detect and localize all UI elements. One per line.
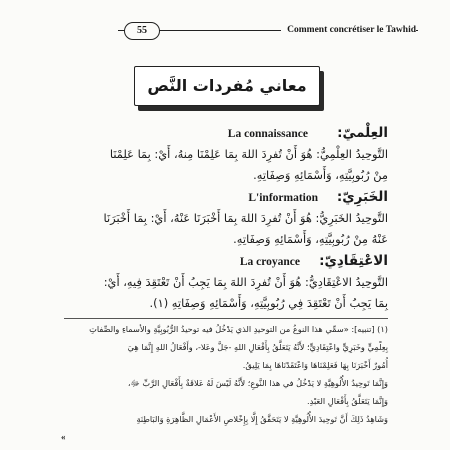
footnote-line: وَشَاهِدُ ذَلِكَ أَنَّ تَوحِيدَ الأُلُوهِيَّةِ لا يَتَحَقَّقُ إِلَّا بِإِخْلاصِ الأَعْمَالِ الظَّاهِرَةِ وَالبَاطِنَةِ xyxy=(136,414,388,424)
term-arabic: الخَبَرِيّ: xyxy=(336,189,388,205)
footnote-line: أُمُورٌ أَخْبَرَنَا بِهَا فَعَلِمْنَاهَا وَاعْتَقَدْنَاهَا بِمَا يَلِيقُ. xyxy=(242,360,388,370)
body-line: بِمَا يَجِبُ أَنْ تَعْتَقِدَ فِي رُبُوبِيَّتِهِ، وَأَسْمَائِهِ وَصِفَاتِهِ (١). xyxy=(149,296,388,310)
term-arabic: العِلْميّ: xyxy=(337,125,388,141)
body-line: مِنْ رُبُوبِيَّتِهِ، وَأَسْمَائِهِ وَصِفَاتِهِ. xyxy=(253,168,388,182)
term-heading-3 xyxy=(158,253,388,273)
footnote-continuation-mark: « xyxy=(61,432,66,442)
body-line: عَنْهُ مِنْ رُبُوبِيَّتِهِ، وَأَسْمَائِهِ وَصِفَاتِهِ. xyxy=(233,232,388,246)
term-french: L'information xyxy=(248,192,318,204)
running-title: Comment concrétiser le Tawhid xyxy=(281,22,416,38)
body-line: التَّوحِيدُ العِلْمِيُّ: هُوَ أَنْ تُفرِدَ اللهَ بِمَا عَلِمْنَا مِنهُ، أَيْ: بِمَا عَلِمْنَا xyxy=(109,147,388,161)
page-number: 55 xyxy=(124,22,160,40)
footnote-line: وَإِنَّمَا تَوحِيدُ الأُلُوهِيَّةِ لا يَدْخُلُ في هذا النَّوعِ؛ لأَنَّهُ لَيْسَ لَهُ عَلاقَةٌ بِأَفْعَالِ الرَّبِّ ﷻ، xyxy=(127,378,388,388)
footnote-line: وَإِنَّمَا يَتَعَلَّقُ بِأَفْعَالِ العَبْدِ. xyxy=(307,396,388,406)
page-header xyxy=(118,21,418,41)
body-line: التَّوحِيدُ الخَبَرِيُّ: هُوَ أَنْ تُفرِدَ اللهَ بِمَا أَخْبَرَنَا عَنْهُ، أَيْ: بِمَا أَخْبَرَنَا xyxy=(103,211,388,225)
section-title: معاني مُفردات النَّص xyxy=(134,66,320,106)
term-heading-2 xyxy=(158,189,388,209)
term-french: La connaissance xyxy=(227,128,308,140)
term-french: La croyance xyxy=(239,256,300,268)
body-line: التَّوحِيدُ الاعْتِقَادِيُّ: هُوَ أَنْ تُفرِدَ اللهَ بِمَا يَجِبُ أَنْ تَعْتَقِدَ فِيهِ، أَيْ: xyxy=(103,275,388,289)
term-arabic: الاعْتِقَادِيّ: xyxy=(319,253,388,269)
term-heading-1 xyxy=(158,125,388,145)
section-title-box xyxy=(134,66,322,108)
footnote-rule xyxy=(64,318,388,319)
footnote-line: (١) [تنبيه]: «سمِّي هذا النوعُ من التوحيدِ الذي يَدْخُلُ فيه توحيدُ الرُّبُوبِيَّةِ والأسماءِ والصِّفاتِ xyxy=(89,324,388,334)
footnote-line: بِعِلْمِيٍّ وخَبَرِيٍّ واعْتِقَادِيٍّ؛ لأَنَّهُ يَتَعَلَّقُ بِأَفْعَالِ اللهِ -جَلَّ وعَلا-، وأَفْعَالُ اللهِ إِنَّمَا هِيَ xyxy=(127,342,388,352)
